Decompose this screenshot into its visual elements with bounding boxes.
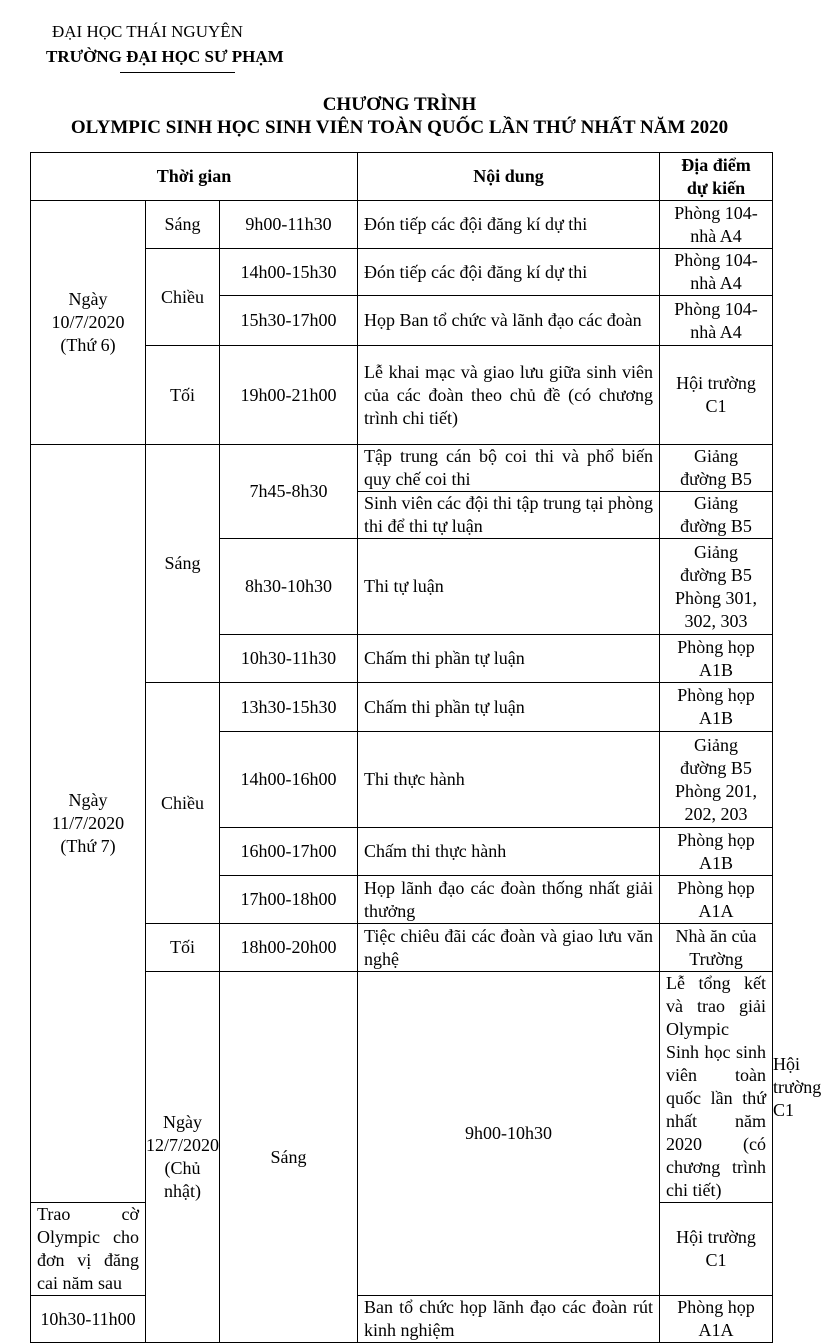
- header-content: Nội dung: [358, 153, 660, 201]
- table-row: [31, 1296, 773, 1343]
- document-subtitle: OLYMPIC SINH HỌC SINH VIÊN TOÀN QUỐC LẦN THỨ NHẤT NĂM 2020: [70, 117, 729, 138]
- location-cell: Giảng đường B5 Phòng 201, 202, 203: [660, 732, 773, 828]
- period-cell: Sáng: [146, 445, 220, 683]
- location-cell: Giảng đường B5: [660, 492, 773, 539]
- time-cell: 16h00-17h00: [220, 828, 358, 876]
- location-cell: Nhà ăn của Trường: [660, 924, 773, 972]
- time-cell: 10h30-11h30: [220, 635, 358, 683]
- content-cell: Tập trung cán bộ coi thi và phổ biến quy chế coi thi: [358, 445, 660, 492]
- location-cell: Phòng họp A1A: [660, 876, 773, 924]
- schedule-table: [30, 152, 821, 1343]
- table-row: [31, 445, 773, 492]
- content-cell: Đón tiếp các đội đăng kí dự thi: [358, 249, 660, 296]
- time-cell: 13h30-15h30: [220, 683, 358, 732]
- school-name: TRƯỜNG ĐẠI HỌC SƯ PHẠM: [46, 47, 284, 66]
- table-row: [31, 201, 773, 249]
- content-cell: Lễ khai mạc và giao lưu giữa sinh viên của các đoàn theo chủ đề (có chương trình chi tiết): [358, 346, 660, 445]
- header-underline: [120, 72, 235, 73]
- location-cell: Phòng họp A1B: [660, 683, 773, 732]
- content-cell: Ban tổ chức họp lãnh đạo các đoàn rút kinh nghiệm: [358, 1296, 660, 1343]
- period-cell: Chiều: [146, 683, 220, 924]
- time-cell: 8h30-10h30: [220, 539, 358, 635]
- period-cell: Tối: [146, 924, 220, 972]
- time-cell: 14h00-15h30: [220, 249, 358, 296]
- content-cell: Chấm thi phần tự luận: [358, 635, 660, 683]
- location-cell: Phòng họp A1B: [660, 635, 773, 683]
- location-cell: Giảng đường B5 Phòng 301, 302, 303: [660, 539, 773, 635]
- time-cell: 14h00-16h00: [220, 732, 358, 828]
- document-title: CHƯƠNG TRÌNH: [322, 94, 477, 115]
- location-cell: Hội trường C1: [660, 346, 773, 445]
- location-cell: Phòng 104- nhà A4: [660, 249, 773, 296]
- time-cell: 9h00-10h30: [358, 972, 660, 1296]
- period-cell: Chiều: [146, 249, 220, 346]
- university-name: ĐẠI HỌC THÁI NGUYÊN: [52, 22, 243, 41]
- day-cell: Ngày 11/7/2020 (Thứ 7): [31, 445, 146, 1203]
- content-cell: Trao cờ Olympic cho đơn vị đăng cai năm sau: [31, 1203, 146, 1296]
- day-cell: Ngày 12/7/2020 (Chủ nhật): [146, 972, 220, 1343]
- time-cell: 18h00-20h00: [220, 924, 358, 972]
- time-cell: 7h45-8h30: [220, 445, 358, 539]
- content-cell: Lễ tổng kết và trao giải Olympic Sinh học sinh viên toàn quốc lần thứ nhất năm 2020 (có chương trình chi tiết): [660, 972, 773, 1203]
- content-cell: Sinh viên các đội thi tập trung tại phòng thi để thi tự luận: [358, 492, 660, 539]
- header-time: Thời gian: [31, 153, 358, 201]
- location-cell: Phòng 104- nhà A4: [660, 201, 773, 249]
- time-cell: 10h30-11h00: [31, 1296, 146, 1343]
- time-cell: 19h00-21h00: [220, 346, 358, 445]
- location-cell: Phòng 104- nhà A4: [660, 296, 773, 346]
- content-cell: Họp Ban tổ chức và lãnh đạo các đoàn: [358, 296, 660, 346]
- content-cell: Đón tiếp các đội đăng kí dự thi: [358, 201, 660, 249]
- content-cell: Họp lãnh đạo các đoàn thống nhất giải thưởng: [358, 876, 660, 924]
- content-cell: Chấm thi phần tự luận: [358, 683, 660, 732]
- content-cell: Chấm thi thực hành: [358, 828, 660, 876]
- period-cell: Sáng: [146, 201, 220, 249]
- location-cell: Phòng họp A1A: [660, 1296, 773, 1343]
- time-cell: 15h30-17h00: [220, 296, 358, 346]
- period-cell: Tối: [146, 346, 220, 445]
- period-cell: Sáng: [220, 972, 358, 1343]
- location-cell: Hội trường C1: [660, 1203, 773, 1296]
- header-location: Địa điểm dự kiến: [660, 153, 773, 201]
- content-cell: Thi thực hành: [358, 732, 660, 828]
- day-cell: Ngày 10/7/2020 (Thứ 6): [31, 201, 146, 445]
- table-header-row: [31, 153, 773, 201]
- time-cell: 9h00-11h30: [220, 201, 358, 249]
- content-cell: Thi tự luận: [358, 539, 660, 635]
- table-row: Ngày 12/7/2020 (Chủ nhật) Sáng 9h00-10h30 Lễ tổng kết và trao giải Olympic Sinh học sinh viên toàn quốc lần thứ nhất năm 2020 (có chương trình chi tiết) Hội trường C1: [31, 972, 773, 1203]
- time-cell: 17h00-18h00: [220, 876, 358, 924]
- content-cell: Tiệc chiêu đãi các đoàn và giao lưu văn nghệ: [358, 924, 660, 972]
- location-cell: Phòng họp A1B: [660, 828, 773, 876]
- location-cell: Giảng đường B5: [660, 445, 773, 492]
